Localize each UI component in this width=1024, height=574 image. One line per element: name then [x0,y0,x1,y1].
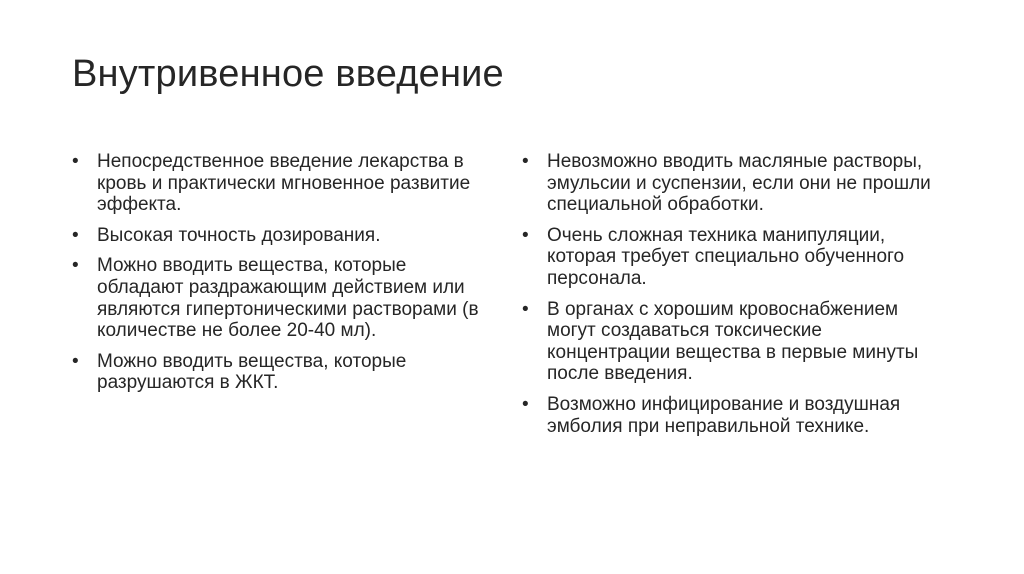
bullet-text: Можно вводить вещества, которые разрушаются в ЖКТ. [97,350,407,394]
bullet-icon: • [522,224,529,246]
bullet-icon: • [522,151,529,172]
left-bullet-item-1 [72,151,492,216]
bullet-text: Высокая точность дозирования. [97,224,381,246]
bullet-text: Возможно инфицирование и воздушная эмболия при неправильной технике. [547,393,901,437]
bullet-text: Невозможно вводить масляные растворы, эмульсии и суспензии, если они не прошли специальной обработки. [547,151,931,216]
bullet-text: Можно вводить вещества, которые обладают раздражающим действием или являются гипертоническими растворами (в количестве не более 20-40 мл). [97,255,479,342]
left-bullet-item-2 [72,225,492,247]
left-bullet-list [72,151,492,403]
bullet-text: Очень сложная техника манипуляции, которая требует специально обученного персонала. [547,224,905,289]
right-bullet-item-3 [522,299,942,385]
bullet-text: Непосредственное введение лекарства в кровь и практически мгновенное развитие эффекта. [97,151,471,216]
slide-title: Внутривенное введение [72,53,504,95]
bullet-icon: • [522,298,529,320]
bullet-icon: • [522,393,529,415]
bullet-text: В органах с хорошим кровоснабжением могут создаваться токсические концентрации вещества в первые минуты после введения. [547,298,919,385]
right-bullet-item-1 [522,151,942,216]
bullet-icon: • [72,224,79,246]
left-bullet-item-4 [72,351,492,394]
left-bullet-item-3 [72,255,492,341]
bullet-icon: • [72,350,79,372]
right-bullet-item-4 [522,394,942,437]
right-bullet-item-2 [522,225,942,290]
bullet-icon: • [72,255,79,277]
right-bullet-list [522,151,942,446]
bullet-icon: • [72,151,79,172]
